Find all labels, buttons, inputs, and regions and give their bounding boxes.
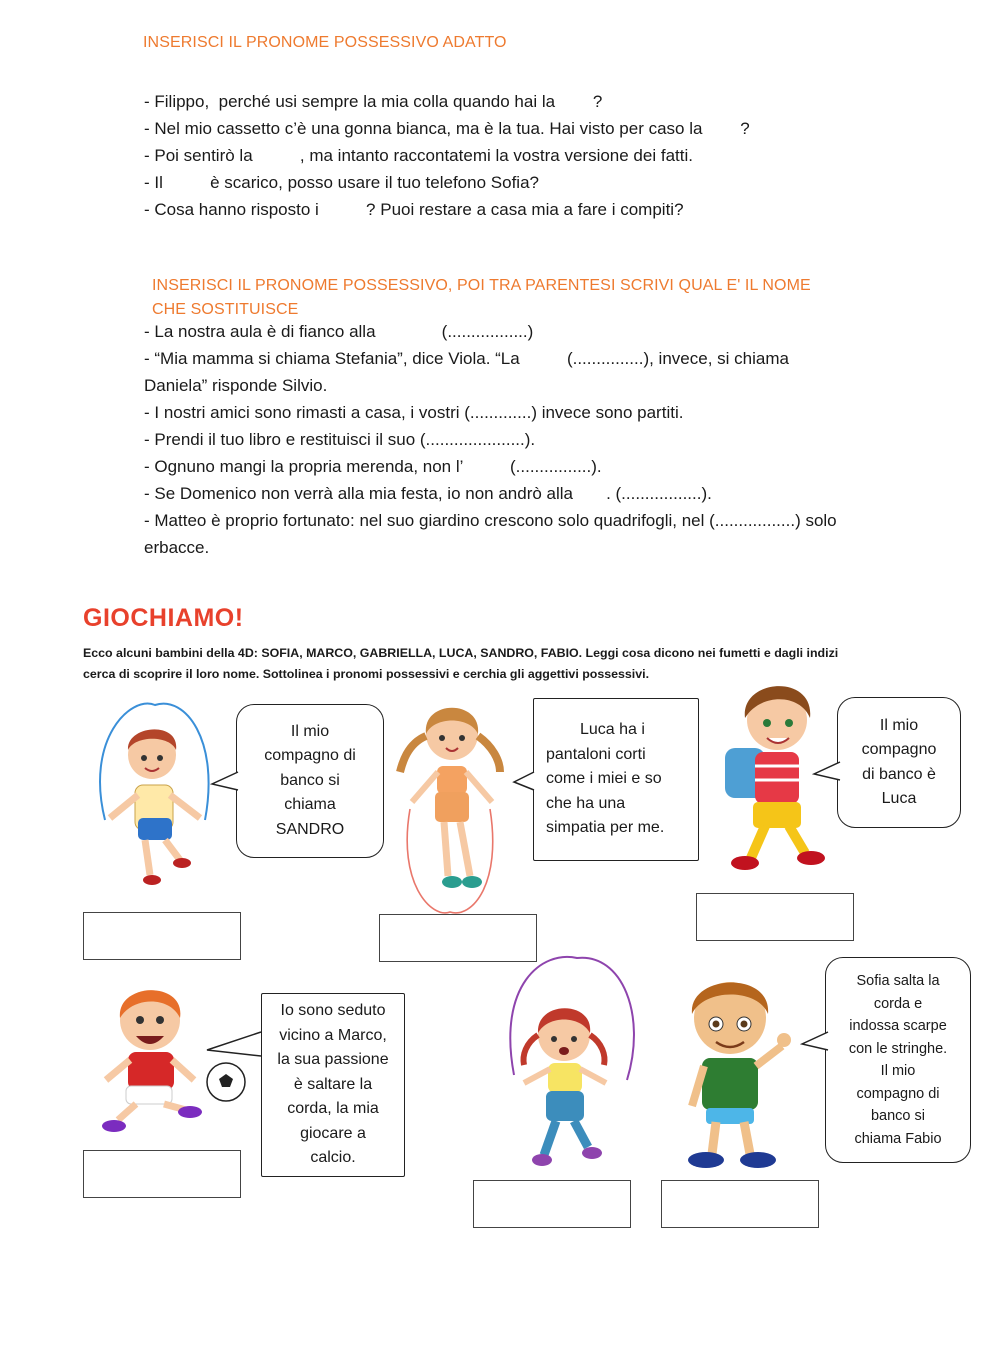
bubble-line: di banco è <box>862 765 936 783</box>
exercise-line: - Poi sentirò la , ma intanto raccontatemi la vostra versione dei fatti. <box>144 146 693 165</box>
speech-bubble-6 <box>825 957 971 1163</box>
bubble-tail <box>205 1030 263 1058</box>
answer-box-6[interactable] <box>661 1180 819 1228</box>
bubble-line: chiama Fabio <box>854 1130 942 1147</box>
section2-exercise <box>144 318 854 561</box>
bubble-line: compagno di <box>264 747 356 765</box>
speech-bubble-3 <box>837 697 961 828</box>
exercise-line: - Se Domenico non verrà alla mia festa, io non andrò alla . (.................). <box>144 484 712 503</box>
bubble-line: Il mio <box>880 1063 916 1079</box>
section2-heading-line: CHE SOSTITUISCE <box>152 301 299 318</box>
speech-bubble-2 <box>533 698 699 861</box>
bubble-line: che ha una <box>546 794 626 812</box>
bubble-line: Il mio <box>879 716 919 734</box>
bubble-line: calcio. <box>310 1149 356 1167</box>
bubble-line: corda e <box>873 995 923 1012</box>
bubble-line: compagno <box>861 741 937 758</box>
girl-purple-rope-illustration <box>502 955 642 1175</box>
bubble-line: come i miei e so <box>546 770 662 788</box>
exercise-line: - Il è scarico, posso usare il tuo telefono Sofia? <box>144 173 539 192</box>
exercise-line: - Matteo è proprio fortunato: nel suo giardino crescono solo quadrifogli, nel (.................) solo erbacce. <box>144 511 842 557</box>
bubble-line: corda, la mia <box>287 1100 379 1118</box>
bubble-line: Luca <box>881 790 917 807</box>
bubble-line: Io sono seduto <box>280 1002 386 1020</box>
speech-bubble-1 <box>236 704 384 858</box>
bubble-line: banco si <box>870 1108 925 1124</box>
exercise-line: - La nostra aula è di fianco alla (.................) <box>144 322 534 341</box>
bubble-line: banco si <box>280 771 340 789</box>
game-intro-line: Ecco alcuni bambini della 4D: SOFIA, MARCO, GABRIELLA, LUCA, SANDRO, FABIO. Leggi cosa dicono nei fumetti e dagli indizi <box>83 646 839 660</box>
bubble-tail <box>800 1030 830 1054</box>
game-title: GIOCHIAMO! <box>83 604 244 632</box>
bubble-tail <box>210 770 240 794</box>
bubble-line: con le stringhe. <box>848 1040 948 1057</box>
bubble-line: Sofia salta la <box>856 973 940 989</box>
section1-exercise <box>144 88 750 223</box>
bubble-line: simpatia per me. <box>546 819 665 837</box>
exercise-line: - Prendi il tuo libro e restituisci il suo (.....................). <box>144 430 536 449</box>
bubble-line: è saltare la <box>293 1075 373 1093</box>
bubble-line: indossa scarpe <box>849 1018 947 1034</box>
bubble-line: la sua passione <box>277 1051 389 1069</box>
bubble-line: vicino a Marco, <box>279 1026 387 1044</box>
bubble-line: compagno di <box>856 1085 940 1102</box>
answer-box-3[interactable] <box>696 893 854 941</box>
boy-jumping-rope-illustration <box>90 700 220 890</box>
exercise-line: - Nel mio cassetto c’è una gonna bianca, ma è la tua. Hai visto per caso la ? <box>144 119 750 138</box>
bubble-line: giocare a <box>300 1124 366 1142</box>
answer-box-1[interactable] <box>83 912 241 960</box>
bubble-line: Il mio <box>290 722 330 740</box>
bubble-line: chiama <box>284 796 336 814</box>
bubble-line: Luca ha i <box>580 721 645 739</box>
answer-box-5[interactable] <box>473 1180 631 1228</box>
exercise-line: - Cosa hanno risposto i ? Puoi restare a casa mia a fare i compiti? <box>144 200 684 219</box>
section2-heading <box>152 274 811 322</box>
answer-box-4[interactable] <box>83 1150 241 1198</box>
girl-jumping-rope-illustration <box>392 694 512 914</box>
exercise-line: - Ognuno mangi la propria merenda, non l’ (................). <box>144 457 602 476</box>
bubble-line: pantaloni corti <box>546 745 646 763</box>
game-intro-line: cerca di scoprire il loro nome. Sottolinea i pronomi possessivi e cerchia gli aggettivi possessivi. <box>83 667 650 681</box>
speech-bubble-4 <box>261 993 405 1177</box>
section2-heading-line: INSERISCI IL PRONOME POSSESSIVO, POI TRA PARENTESI SCRIVI QUAL E' IL NOME <box>152 277 811 294</box>
exercise-line: - “Mia mamma si chiama Stefania”, dice Viola. “La (...............), invece, si chiama Daniela” risponde Silvio. <box>144 349 794 395</box>
bubble-tail <box>812 760 842 784</box>
bubble-tail <box>512 770 536 794</box>
bubble-line: SANDRO <box>275 820 345 838</box>
section1-heading: INSERISCI IL PRONOME POSSESSIVO ADATTO <box>143 34 507 51</box>
exercise-line: - Filippo, perché usi sempre la mia colla quando hai la ? <box>144 92 603 111</box>
boy-waving-illustration <box>670 966 800 1176</box>
exercise-line: - I nostri amici sono rimasti a casa, i vostri (.............) invece sono partiti. <box>144 403 684 422</box>
